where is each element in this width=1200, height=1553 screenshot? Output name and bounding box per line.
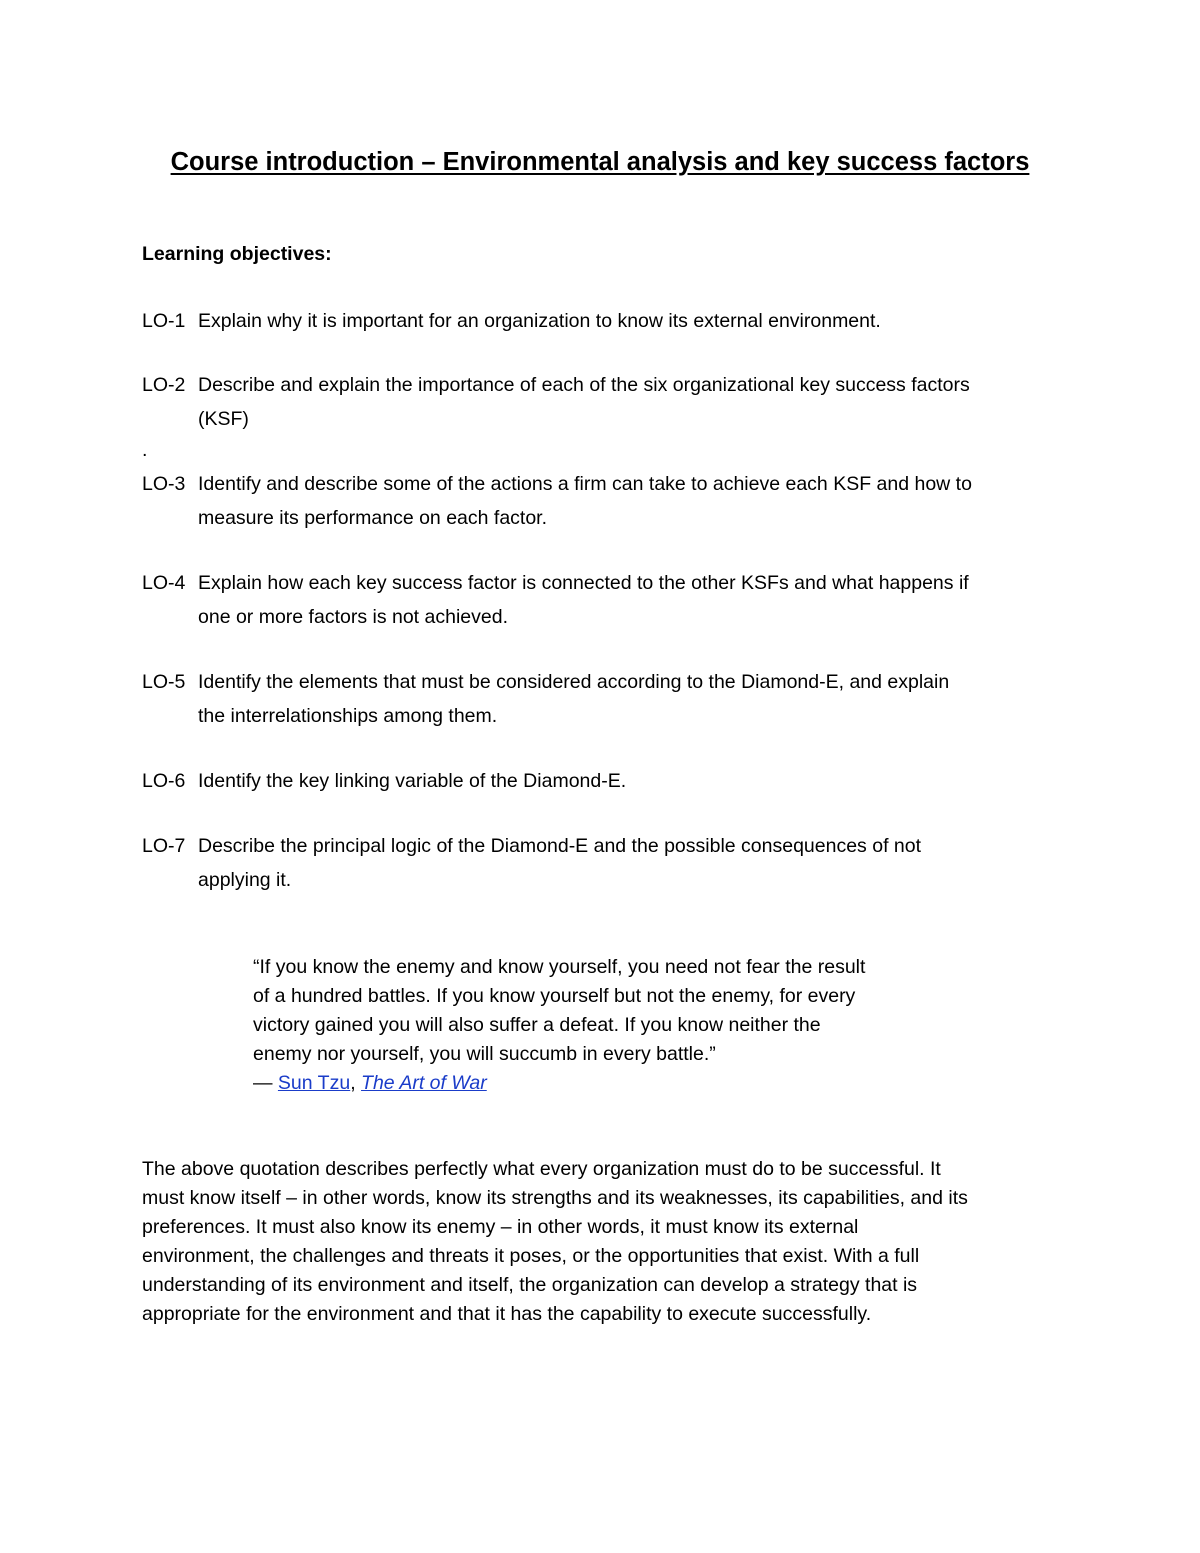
objective-code: LO-6 — [142, 770, 186, 792]
objective-code: LO-2 — [142, 374, 186, 396]
attribution-dash: ― — [253, 1072, 278, 1094]
paragraph-line: environment, the challenges and threats it poses, or the opportunities that exist. With a full — [142, 1245, 920, 1267]
objective-lo-3 — [142, 467, 1102, 535]
objective-text-line: Identify and describe some of the actions a firm can take to achieve each KSF and how to — [198, 473, 972, 495]
objective-text-line: Explain how each key success factor is connected to the other KSFs and what happens if — [198, 572, 969, 594]
objective-text-line: Describe and explain the importance of each of the six organizational key success factors — [198, 374, 970, 396]
book-title-link[interactable]: The Art of War — [361, 1072, 487, 1094]
objective-code: LO-1 — [142, 310, 186, 332]
objective-code: LO-5 — [142, 671, 186, 693]
objective-lo-1 — [142, 304, 1102, 338]
quote-line: “If you know the enemy and know yourself, you need not fear the result — [253, 956, 866, 978]
objective-text-line: (KSF) — [198, 408, 249, 430]
attribution-separator: , — [350, 1072, 362, 1094]
objective-text-line: Explain why it is important for an organization to know its external environment. — [198, 310, 881, 332]
quotation — [253, 953, 973, 1098]
stray-period: . — [142, 439, 148, 461]
objective-text-line: Identify the key linking variable of the Diamond-E. — [198, 770, 627, 792]
learning-objectives-heading: Learning objectives: — [142, 243, 332, 265]
objective-code: LO-3 — [142, 473, 186, 495]
objective-text-line: Describe the principal logic of the Diamond-E and the possible consequences of not — [198, 835, 922, 857]
objective-lo-7 — [142, 829, 1102, 897]
author-link[interactable]: Sun Tzu — [277, 1072, 351, 1094]
objective-code: LO-4 — [142, 572, 186, 594]
objective-lo-5 — [142, 665, 1102, 733]
quote-attribution — [253, 1069, 973, 1098]
objective-lo-4 — [142, 566, 1102, 634]
paragraph-line: must know itself – in other words, know its strengths and its weaknesses, its capabilities, and its — [142, 1187, 968, 1209]
objective-text-line: applying it. — [198, 869, 292, 891]
paragraph-line: understanding of its environment and itself, the organization can develop a strategy that is — [142, 1274, 918, 1296]
objective-text-line: one or more factors is not achieved. — [198, 606, 508, 628]
body-paragraph — [142, 1155, 1072, 1329]
paragraph-line: appropriate for the environment and that it has the capability to execute successfully. — [142, 1303, 872, 1325]
objective-text-line: the interrelationships among them. — [198, 705, 498, 727]
quote-line: of a hundred battles. If you know yourself but not the enemy, for every — [253, 985, 856, 1007]
quote-line: victory gained you will also suffer a defeat. If you know neither the — [253, 1014, 821, 1036]
objective-lo-2 — [142, 368, 1102, 436]
objective-text-line: measure its performance on each factor. — [198, 507, 548, 529]
objective-text-line: Identify the elements that must be considered according to the Diamond-E, and explain — [198, 671, 950, 693]
objective-code: LO-7 — [142, 835, 186, 857]
page-title: Course introduction – Environmental analysis and key success factors — [170, 148, 1030, 176]
quote-line: enemy nor yourself, you will succumb in every battle.” — [253, 1043, 716, 1065]
objective-lo-6 — [142, 764, 1102, 798]
paragraph-line: The above quotation describes perfectly what every organization must do to be successful. It — [142, 1158, 941, 1180]
paragraph-line: preferences. It must also know its enemy – in other words, it must know its external — [142, 1216, 859, 1238]
